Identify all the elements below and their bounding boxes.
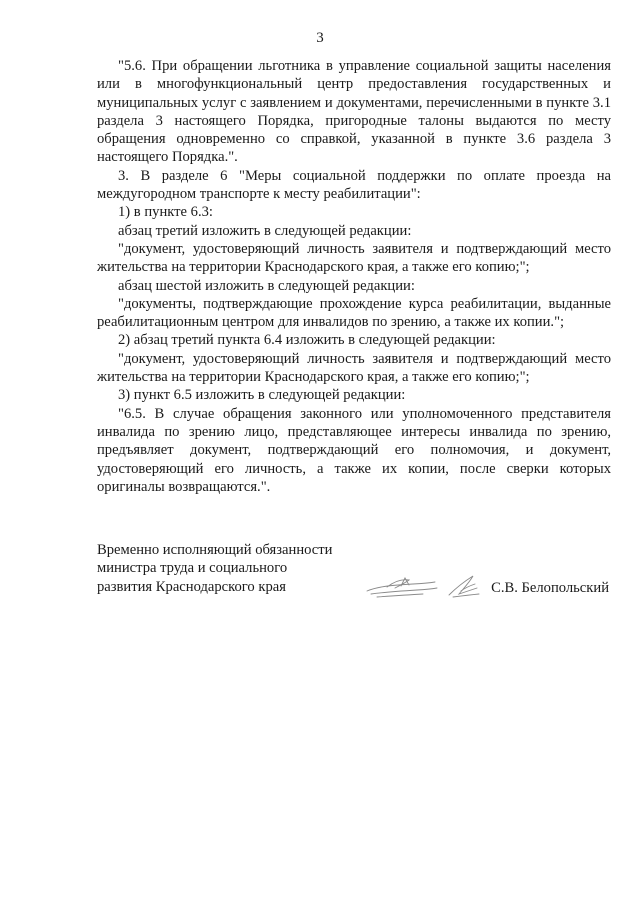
page-number: 3: [316, 30, 324, 46]
paragraph-quote-identity-1: "документ, удостоверяющий личность заявителя и подтверждающий место жительства на территории Краснодарского края, а также его копию;";: [97, 240, 611, 276]
signature-block: [97, 541, 611, 621]
paragraph-abzac-third: абзац третий изложить в следующей редакции:: [118, 222, 412, 239]
document-body: [97, 57, 611, 496]
paragraph-abzac-sixth: абзац шестой изложить в следующей редакции:: [118, 277, 415, 294]
paragraph-item-6-4: 2) абзац третий пункта 6.4 изложить в следующей редакции:: [118, 332, 496, 349]
paragraph-section-6-intro: 3. В разделе 6 "Меры социальной поддержки по оплате проезда на междугородном транспорте к месту реабилитации":: [97, 167, 611, 203]
signer-position-line: министра труда и социального: [97, 560, 288, 577]
handwritten-signature: [365, 569, 495, 607]
paragraph-quote-6-5: "6.5. В случае обращения законного или уполномоченного представителя инвалида по зрению лицо, представляющее интересы инвалида по зрению, предъявляет документ, подтверждающий его полномочия, и документ, удостоверяющий его личность, а также их копии, после сверки которых оригиналы возвращаются.".: [97, 405, 611, 495]
paragraph-item-6-5: 3) пункт 6.5 изложить в следующей редакции:: [118, 387, 406, 404]
paragraph-quote-rehab-docs: "документы, подтверждающие прохождение курса реабилитации, выданные реабилитационным центром для инвалидов по зрению, а также их копии.";: [97, 295, 611, 331]
signer-position-line: развития Краснодарского края: [97, 578, 286, 595]
signer-position: [97, 541, 357, 596]
signer-position-line: Временно исполняющий обязанности: [97, 542, 333, 558]
paragraph-item-6-3: 1) в пункте 6.3:: [118, 204, 213, 221]
paragraph-5-6: "5.6. При обращении льготника в управление социальной защиты населения или в многофункциональный центр предоставления государственных и муниципальных услуг с заявлением и документами, перечисленными в пункте 3.1 раздела 3 настоящего Порядка, пригородные талоны выдаются по месту обращения одновременно со справкой, указанной в пункте 3.6 раздела 3 настоящего Порядка.".: [97, 58, 611, 166]
signer-name: С.В. Белопольский: [491, 580, 609, 596]
paragraph-quote-identity-2: "документ, удостоверяющий личность заявителя и подтверждающий место жительства на территории Краснодарского края, а также его копию;";: [97, 350, 611, 386]
